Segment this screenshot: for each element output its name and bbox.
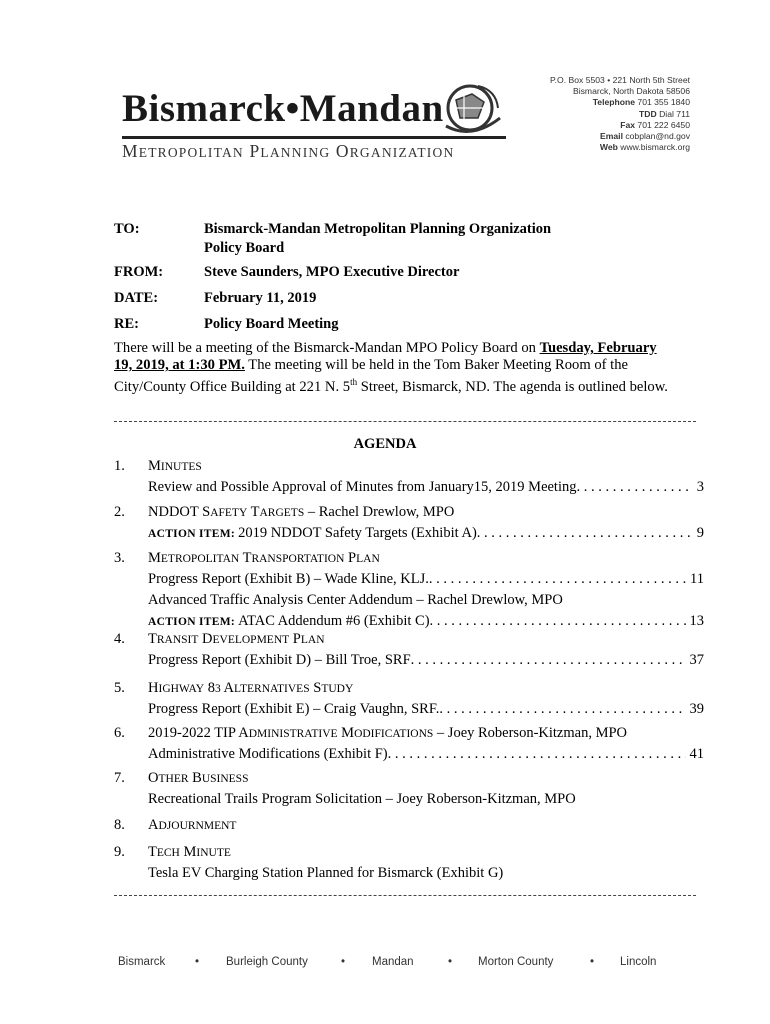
agenda-title: AGENDA [353,436,417,452]
agenda-item-heading: TRANSIT DEVELOPMENT PLAN [148,631,325,647]
agenda-item-heading: HIGHWAY 83 ALTERNATIVES STUDY [148,680,354,696]
agenda-item-line: ACTION ITEM: 2019 NDDOT Safety Targets (Exhibit A) . . . 9 [148,524,704,543]
footer-separator: • [448,956,453,968]
action-item-label: ACTION ITEM: [148,528,239,541]
logo-title: Bismarck•Mandan [122,87,444,130]
agenda-item-number: 9. [114,844,125,860]
mpo-logo-graphic [438,78,508,138]
re-label: RE: [114,316,139,332]
agenda-item-line: Recreational Trails Program Solicitation – Joey Roberson-Kitzman, MPO [148,791,576,808]
agenda-item-line: Progress Report (Exhibit E) – Craig Vaughn, SRF. . . . 39 [148,700,704,718]
agenda-item-heading: TECH MINUTE [148,844,231,860]
web-line[interactable]: Web www.bismarck.org [599,142,690,153]
agenda-item-line: Progress Report (Exhibit B) – Wade Kline, KLJ. . . . 11 [148,570,704,588]
agenda-item-line: Review and Possible Approval of Minutes from January15, 2019 Meeting . . . 3 [148,478,704,496]
agenda-item-line: Tesla EV Charging Station Planned for Bismarck (Exhibit G) [148,865,504,882]
footer-jurisdiction: Mandan [372,956,414,968]
footer-separator: • [341,956,346,968]
agenda-item-heading: OTHER BUSINESS [148,770,249,786]
address-line-1: P.O. Box 5503 • 221 North 5th Street [550,75,690,85]
agenda-item-heading: ADJOURNMENT [148,817,237,833]
page-number: 13 [689,613,704,630]
agenda-item-heading: 2019-2022 TIP ADMINISTRATIVE MODIFICATIONS – Joey Roberson-Kitzman, MPO [148,725,628,741]
agenda-item-heading: NDDOT SAFETY TARGETS – Rachel Drewlow, MPO [148,504,455,520]
agenda-item-heading: MINUTES [148,458,202,474]
agenda-item-number: 5. [114,680,125,696]
tdd-line: TDD Dial 711 [639,108,690,119]
page-number: 37 [689,652,704,669]
agenda-item-line: Administrative Modifications (Exhibit F) . . . 41 [148,745,704,763]
agenda-item-number: 7. [114,770,125,786]
leader-dots [477,524,693,543]
meeting-datetime: Tuesday, February 19, 2019, at 1:30 PM. [114,340,657,373]
leader-dots [577,478,693,496]
footer-separator: • [590,956,595,968]
leader-dots [429,570,686,588]
page-number: 3 [696,479,704,496]
logo-rule [122,136,506,139]
leader-dots [439,700,685,718]
from-label: FROM: [114,264,164,280]
action-item-label: ACTION ITEM: [148,616,239,629]
agenda-item-heading: METROPOLITAN TRANSPORTATION PLAN [148,550,380,566]
footer-jurisdiction: Bismarck [118,956,166,968]
footer-jurisdiction: Burleigh County [226,956,308,968]
to-value: Bismarck-Mandan Metropolitan Planning Organization Policy Board [204,221,552,256]
footer-jurisdiction: Lincoln [620,956,657,968]
agenda-item-number: 3. [114,550,125,566]
from-value: Steve Saunders, MPO Executive Director [204,264,460,280]
bottom-divider [114,895,696,896]
logo-subtitle: METROPOLITAN PLANNING ORGANIZATION [122,141,455,161]
agenda-item-number: 4. [114,631,125,647]
agenda-item-number: 1. [114,458,125,474]
page-number: 11 [690,571,704,588]
agenda-item-number: 8. [114,817,125,833]
intro-paragraph: There will be a meeting of the Bismarck-Mandan MPO Policy Board on Tuesday, February 19, 2019, at 1:30 PM. The meeting will be held in the Tom Baker Meeting Room of the City/County Office Building at 221 N. 5th Street, Bismarck, ND. The agenda is outlined below. [114,340,668,395]
agenda-item-number: 2. [114,504,125,520]
leader-dots [411,651,686,669]
page-number: 41 [689,746,704,763]
email-line[interactable]: Email cobplan@nd.gov [600,131,690,142]
to-label: TO: [114,221,140,237]
date-label: DATE: [114,290,159,306]
page-number: 9 [696,525,704,542]
leader-dots [430,612,686,631]
address-line-2: Bismarck, North Dakota 58506 [572,86,690,97]
agenda-item-line: Advanced Traffic Analysis Center Addendum – Rachel Drewlow, MPO [148,592,563,609]
date-value: February 11, 2019 [204,290,317,306]
fax-line: Fax 701 222 6450 [620,119,690,130]
agenda-item-line: Progress Report (Exhibit D) – Bill Troe, SRF . . . 37 [148,651,704,669]
footer-separator: • [195,956,200,968]
agenda-item-line: ACTION ITEM: ATAC Addendum #6 (Exhibit C) . . . 13 [148,612,704,631]
page-number: 39 [689,701,704,718]
contact-block [550,75,690,153]
telephone-line: Telephone 701 355 1840 [592,97,690,108]
top-divider [114,421,696,422]
footer-jurisdiction: Morton County [478,956,554,968]
re-value: Policy Board Meeting [204,316,339,332]
agenda-item-number: 6. [114,725,125,741]
leader-dots [388,745,686,763]
